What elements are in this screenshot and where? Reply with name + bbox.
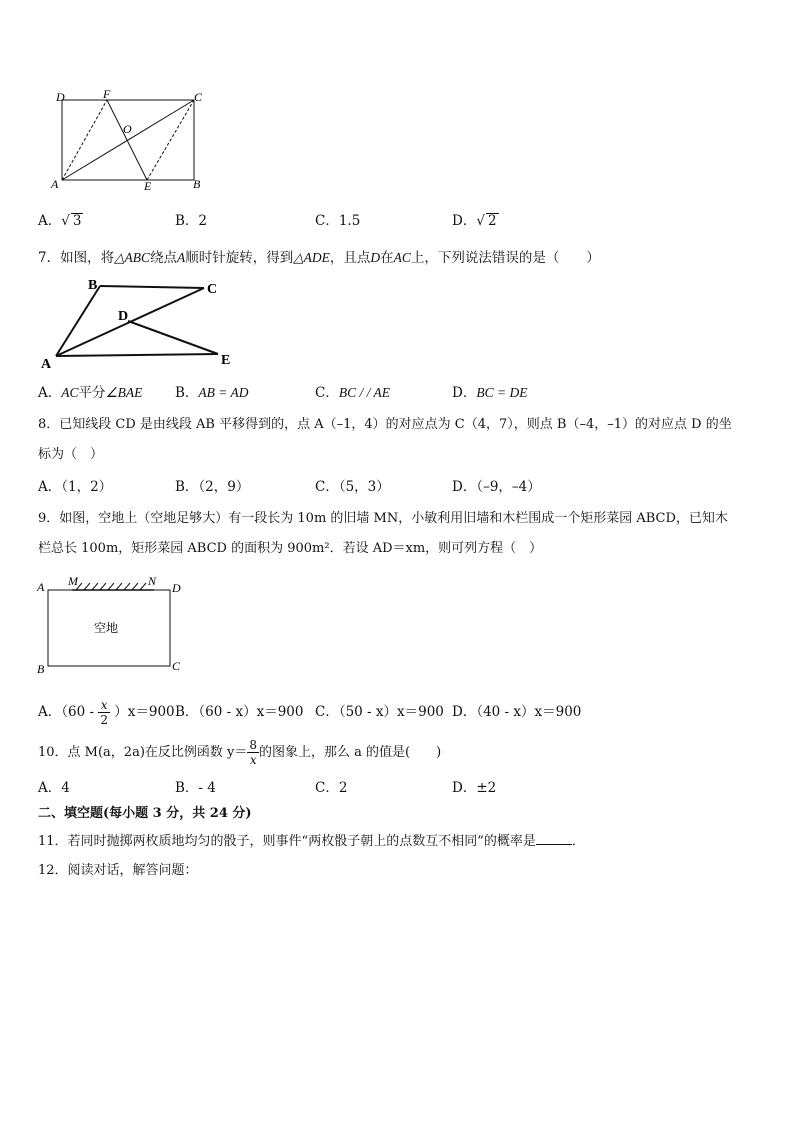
q7-option-d: D．BC = DE [452,385,528,401]
rotation-figure [38,276,248,372]
label-b: B [37,662,45,674]
segment-ef [107,100,147,180]
segment-de [128,321,218,354]
q6-option-c: C．1.5 [315,213,361,229]
q6-option-a: A．√ 3 [38,213,82,229]
label-a: A [37,580,45,594]
q12-stem: 12．阅读对话，解答问题： [38,863,198,878]
label-e: E [144,179,152,193]
wall-hatching [76,583,146,590]
q10-option-b: B．- 4 [175,780,216,796]
q6-option-b: B．2 [175,213,208,229]
dashed-ec [147,100,194,180]
diagonal-ac [62,100,194,180]
label-d: D [56,90,65,104]
q9-stem-line1: 9．如图，空地上（空地足够大）有一段长为 10m 的旧墙 MN，小敏利用旧墙和木栏围成一个矩形菜园 ABCD，已知木 [38,511,728,526]
label-d: D [172,581,181,595]
answer-blank[interactable] [536,832,572,845]
label-m: M [68,574,78,588]
q8-option-a: A．（1，2） [38,479,113,495]
q6-option-d: D．√ 2 [452,213,497,229]
q8-option-d: D．（–9，–4） [452,479,541,495]
label-c: C [194,90,203,104]
label-a: A [41,357,52,372]
segment-ae [56,354,218,356]
q7-option-c: C．BC / / AE [315,385,390,401]
q11-stem: 11．若同时抛掷两枚质地均匀的骰子，则事件“两枚骰子朝上的点数互不相同”的概率是 ． [38,834,585,849]
label-o: O [123,122,132,136]
section-title: 二、填空题(每小题 3 分，共 24 分) [38,806,252,821]
q9-option-b: B．（60 - x）x＝900 [175,704,304,720]
q9-option-d: D．（40 - x）x＝900 [452,704,582,720]
dashed-af [62,100,107,180]
label-e: E [221,353,231,368]
label-c: C [172,659,181,673]
label-b: B [88,278,98,293]
q8-stem-line2: 标为（ ） [38,447,104,462]
q7-stem: 7．如图，将△ABC绕点A顺时针旋转，得到△ADE，且点D在AC上，下列说法错误的是（ ） [38,250,600,266]
label-f: F [103,87,111,101]
q9-option-c: C．（50 - x）x＝900 [315,704,444,720]
label-b: B [193,177,201,191]
q10-option-d: D．±2 [452,780,497,796]
q9-option-a: A．（60 - $\frac{x}{2}$ ）x＝900 [38,698,175,727]
q10-stem: 10．点 M(a，2a)在反比例函数 y＝ $\frac{8}{x}$ 的图象上，那么 a 的值是( ) [38,738,442,767]
q7-option-b: B．AB = AD [175,385,249,401]
q8-option-b: B．（2，9） [175,479,250,495]
fraction-x-over-2: $\frac{x}{2}$ [100,698,108,727]
label-n: N [148,574,157,588]
q9-stem-line2: 栏总长 100m，矩形菜园 ABCD 的面积为 900m²．若设 AD＝xm，则可列方程（ ） [38,541,543,556]
label-d: D [118,309,129,324]
q8-option-c: C．（5，3） [315,479,390,495]
center-label: 空地 [94,621,119,635]
segment-bc [100,286,204,288]
fraction-8-over-x: $\frac{8}{x}$ [249,738,258,767]
q10-option-a: A．4 [38,780,70,796]
q7-option-a: A．AC平分∠BAE [38,385,143,401]
label-c: C [207,282,218,297]
label-a: A [51,177,59,191]
q10-option-c: C．2 [315,780,348,796]
rectangle-figure [48,86,218,194]
garden-figure [36,574,186,674]
q8-stem-line1: 8．已知线段 CD 是由线段 AB 平移得到的，点 A（–1，4）的对应点为 C（4，7），则点 B（–4，–1）的对应点 D 的坐 [38,417,732,432]
